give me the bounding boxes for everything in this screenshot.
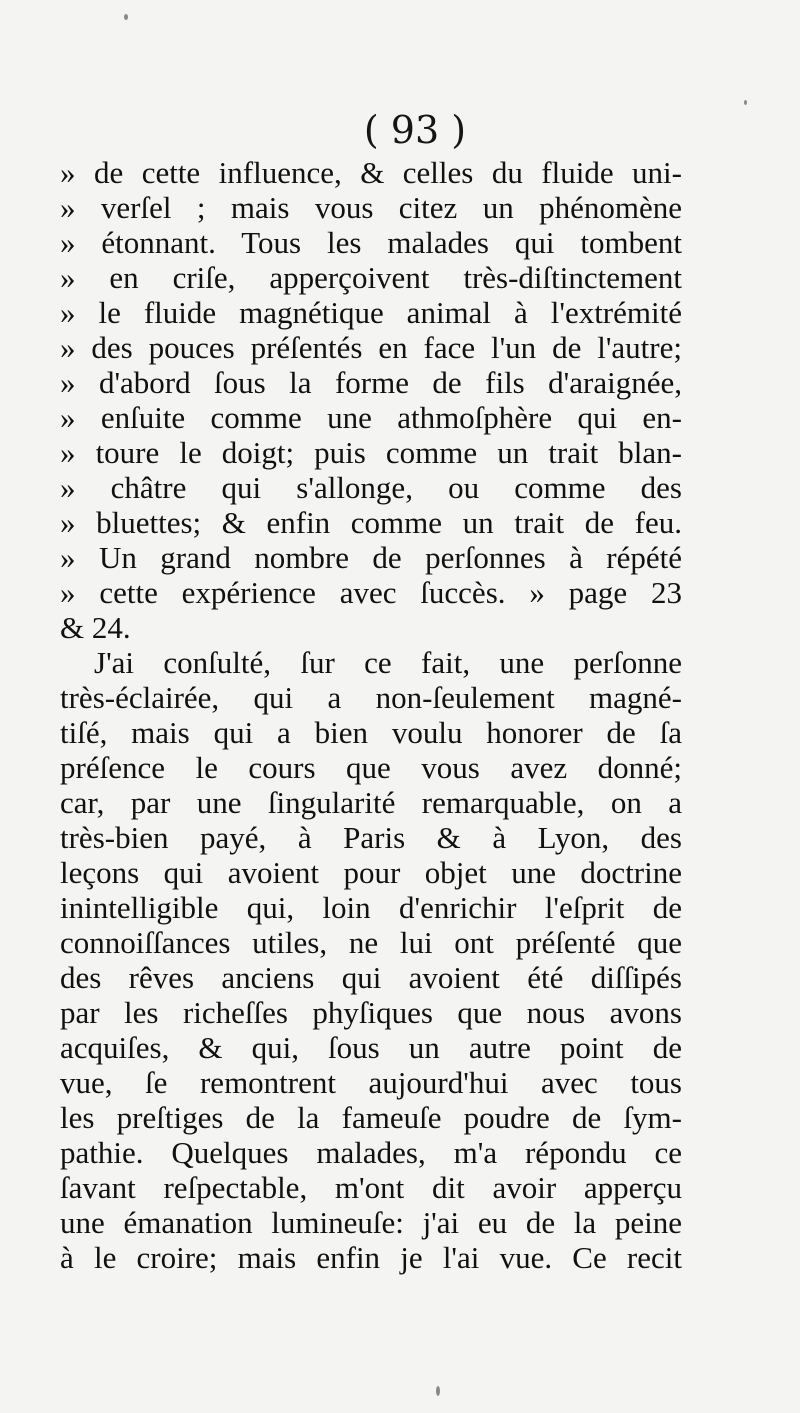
text-line: » cette expérience avec ſuccès. » page 23 (60, 575, 682, 610)
text-line: par les richeſſes phyſiques que nous avons (60, 995, 682, 1030)
text-line: ſavant reſpectable, m'ont dit avoir apperçu (60, 1170, 682, 1205)
text-line: » bluettes; & enfin comme un trait de feu. (60, 505, 682, 540)
text-line: » Un grand nombre de perſonnes à répété (60, 540, 682, 575)
text-line: » en criſe, apperçoivent très-diſtinctement (60, 260, 682, 295)
text-line: car, par une ſingularité remarquable, on a (60, 785, 682, 820)
text-line: une émanation lumineuſe: j'ai eu de la peine (60, 1205, 682, 1240)
text-line: inintelligible qui, loin d'enrichir l'eſprit de (60, 890, 682, 925)
text-line: » le fluide magnétique animal à l'extrémité (60, 295, 682, 330)
text-line: » des pouces préſentés en face l'un de l'autre; (60, 330, 682, 365)
text-line: connoiſſances utiles, ne lui ont préſenté que (60, 925, 682, 960)
text-line: les preſtiges de la fameuſe poudre de ſym- (60, 1100, 682, 1135)
text-line: très-éclairée, qui a non-ſeulement magné- (60, 680, 682, 715)
text-line: leçons qui avoient pour objet une doctrine (60, 855, 682, 890)
text-line: préſence le cours que vous avez donné; (60, 750, 682, 785)
page-number: ( 93 ) (363, 108, 467, 152)
text-line: » étonnant. Tous les malades qui tombent (60, 225, 682, 260)
paper-speck (436, 1386, 440, 1396)
text-line: acquiſes, & qui, ſous un autre point de (60, 1030, 682, 1065)
paper-speck (744, 100, 747, 105)
text-line: » toure le doigt; puis comme un trait blan- (60, 435, 682, 470)
paragraph-start-line: J'ai conſulté, ſur ce fait, une perſonne (94, 645, 682, 680)
text-line: » enſuite comme une athmoſphère qui en- (60, 400, 682, 435)
text-line: » d'abord ſous la forme de fils d'araignée, (60, 365, 682, 400)
text-line: des rêves anciens qui avoient été diſſipés (60, 960, 682, 995)
text-line: vue, ſe remontrent aujourd'hui avec tous (60, 1065, 682, 1100)
text-line: très-bien payé, à Paris & à Lyon, des (60, 820, 682, 855)
paper-speck (124, 14, 128, 20)
text-line: » de cette influence, & celles du fluide uni- (60, 155, 682, 190)
text-line: & 24. (60, 610, 131, 645)
text-line: » châtre qui s'allonge, ou comme des (60, 470, 682, 505)
text-line: à le croire; mais enfin je l'ai vue. Ce recit (60, 1240, 682, 1275)
text-line: tiſé, mais qui a bien voulu honorer de ſa (60, 715, 682, 750)
text-line: » verſel ; mais vous citez un phénomène (60, 190, 682, 225)
text-line: pathie. Quelques malades, m'a répondu ce (60, 1135, 682, 1170)
